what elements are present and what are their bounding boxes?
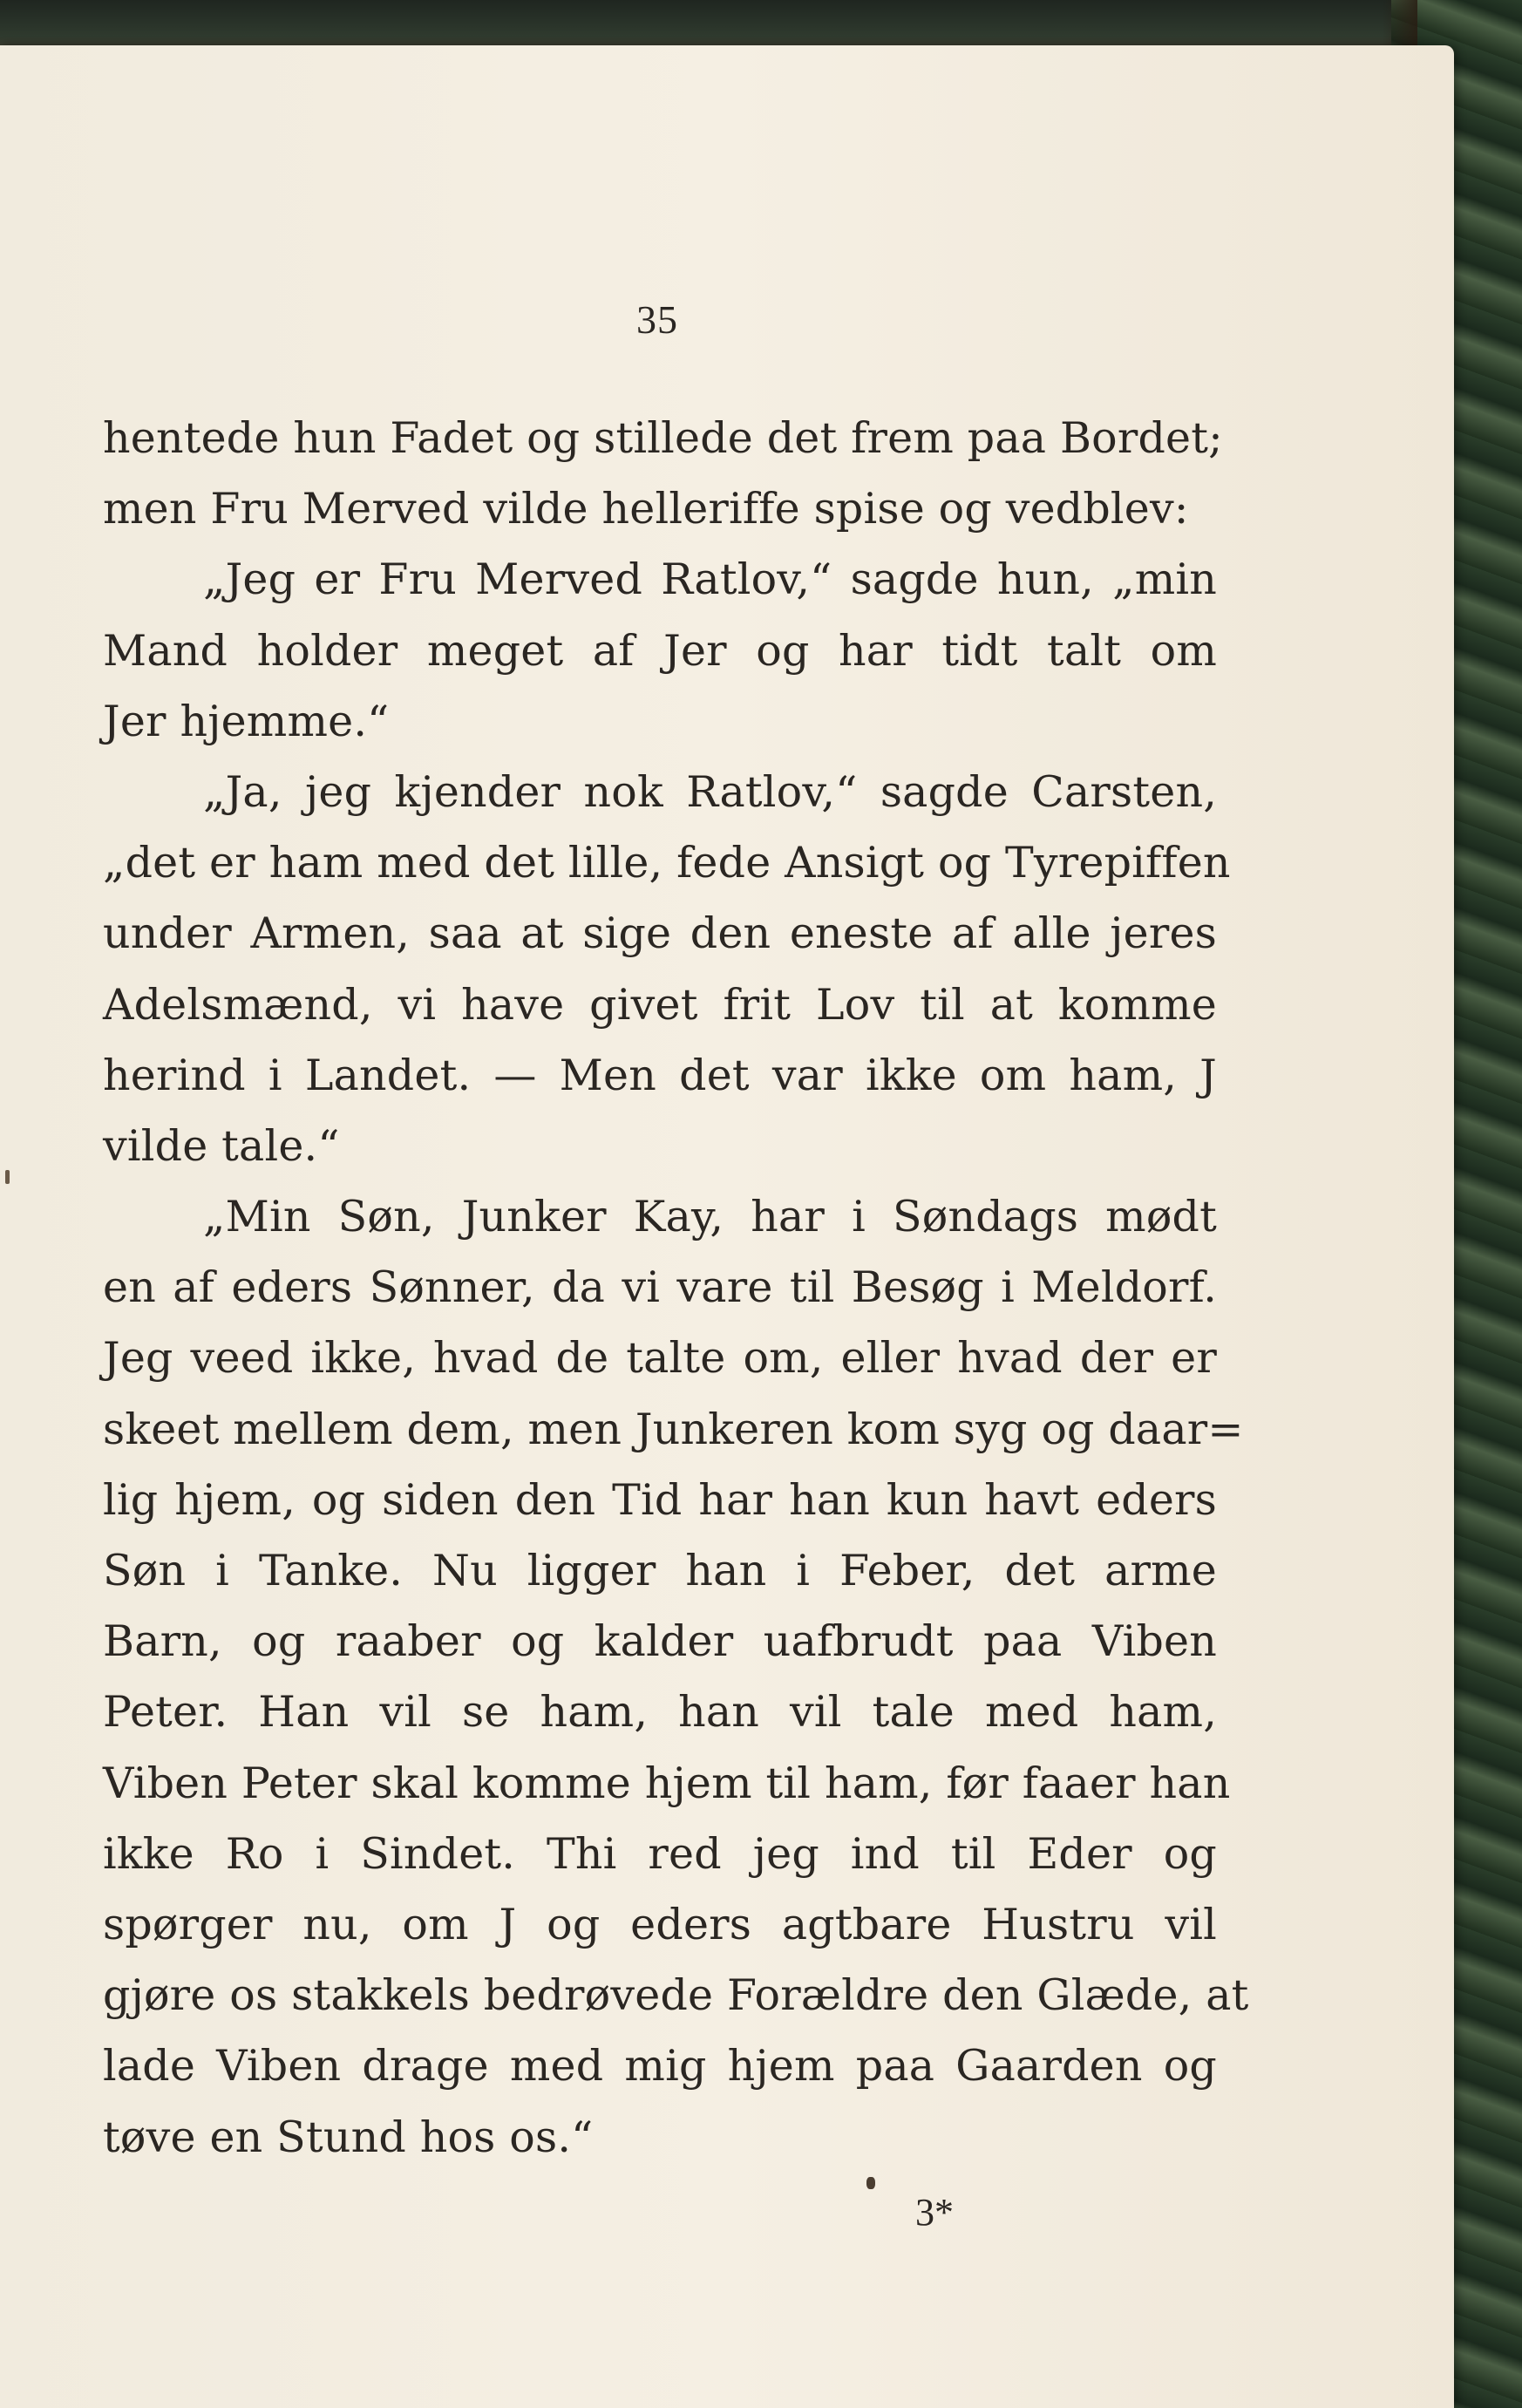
text-line: Mand holder meget af Jer og har tidt talt om xyxy=(103,625,1217,676)
text-line: tøve en Stund hos os.“ xyxy=(103,2112,594,2162)
text-line: hentede hun Fadet og stillede det frem paa Bordet; xyxy=(103,413,1223,463)
ink-speck xyxy=(866,2177,875,2189)
margin-speck xyxy=(5,1170,10,1184)
text-line: Viben Peter skal komme hjem til ham, før faaer han xyxy=(103,1758,1231,1808)
text-line: Jeg veed ikke, hvad de talte om, eller hvad der er xyxy=(103,1333,1217,1384)
text-line: Barn, og raaber og kalder uafbrudt paa Viben xyxy=(103,1616,1217,1667)
text-line: herind i Landet. — Men det var ikke om ham, J xyxy=(103,1050,1217,1100)
text-line: Adelsmænd, vi have givet frit Lov til at komme xyxy=(103,979,1217,1030)
text-line: „Ja, jeg kjender nok Ratlov,“ sagde Carsten, xyxy=(203,766,1217,817)
text-line: Peter. Han vil se ham, han vil tale med ham, xyxy=(103,1687,1217,1738)
text-line: spørger nu, om J og eders agtbare Hustru vil xyxy=(103,1899,1217,1949)
book-page xyxy=(0,45,1454,2408)
text-line: gjøre os stakkels bedrøvede Forældre den Glæde, at xyxy=(103,1970,1249,2021)
text-line: „det er ham med det lille, fede Ansigt og Tyrepiffen xyxy=(103,838,1231,888)
text-line: en af eders Sønner, da vi vare til Besøg i Meldorf. xyxy=(103,1262,1217,1313)
page-number: 35 xyxy=(636,297,678,342)
body-text xyxy=(103,403,1249,2173)
text-line: Søn i Tanke. Nu ligger han i Feber, det arme xyxy=(103,1546,1217,1595)
text-line: lade Viben drage med mig hjem paa Gaarden og xyxy=(103,2041,1217,2092)
text-line: skeet mellem dem, men Junkeren kom syg og daar= xyxy=(103,1404,1244,1454)
text-line: „Jeg er Fru Merved Ratlov,“ sagde hun, „min xyxy=(203,554,1217,605)
signature-mark: 3* xyxy=(915,2191,954,2234)
text-line: men Fru Merved vilde helleriffe spise og vedblev: xyxy=(103,484,1189,534)
text-line: ikke Ro i Sindet. Thi red jeg ind til Eder og xyxy=(103,1828,1217,1879)
text-line: lig hjem, og siden den Tid har han kun havt eders xyxy=(103,1474,1217,1525)
text-line: vilde tale.“ xyxy=(103,1120,340,1171)
text-line: under Armen, saa at sige den eneste af alle jeres xyxy=(103,908,1217,959)
text-line: Jer hjemme.“ xyxy=(103,696,390,746)
text-line: „Min Søn, Junker Kay, har i Søndags mødt xyxy=(203,1192,1217,1242)
